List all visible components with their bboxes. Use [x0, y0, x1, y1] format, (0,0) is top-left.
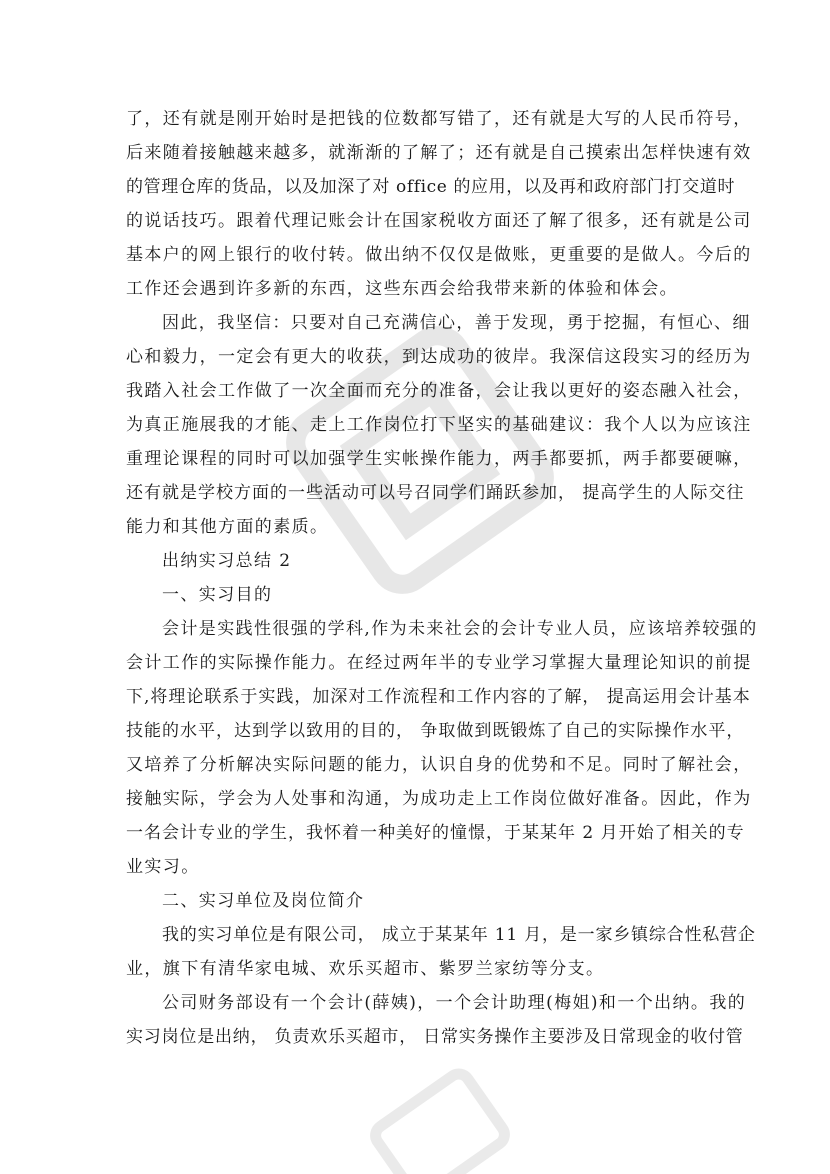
text-line: 基本户的网上银行的收付转。做出纳不仅仅是做账，更重要的是做人。今后的 [126, 245, 752, 265]
text-line: 实习岗位是出纳， 负责欢乐买超市， 日常实务操作主要涉及日常现金的收付管 [126, 1027, 744, 1047]
text-line: 心和毅力，一定会有更大的收获，到达成功的彼岸。我深信这段实习的经历为 [126, 347, 752, 367]
document-body [126, 102, 758, 1054]
text-line: 公司财务部设有一个会计(薛姨)，一个会计助理(梅姐)和一个出纳。我的 [162, 993, 747, 1013]
paragraph [126, 918, 756, 986]
text-line: 技能的水平，达到学以致用的目的， 争取做到既锻炼了自己的实际操作水平， [126, 721, 745, 741]
text-line: 的说话技巧。跟着代理记账会计在国家税收方面还了解了很多，还有就是公司 [126, 211, 752, 231]
text-line: 业，旗下有清华家电城、欢乐买超市、紫罗兰家纺等分支。 [126, 959, 605, 979]
text-line: 重理论课程的同时可以加强学生实帐操作能力，两手都要抓，两手都要硬嘛， [126, 449, 752, 469]
section-title [126, 544, 706, 578]
paragraph [126, 306, 752, 544]
text-line: 会计工作的实际操作能力。在经过两年半的专业学习掌握大量理论知识的前提 [126, 653, 752, 673]
text-line: 我的实习单位是有限公司， 成立于某某年 11 月，是一家乡镇综合性私营企 [162, 925, 756, 945]
text-line: 后来随着接触越来越多，就渐渐的了解了；还有就是自己摸索出怎样快速有效 [126, 143, 752, 163]
text-line: 了，还有就是刚开始时是把钱的位数都写错了，还有就是大写的人民币符号， [126, 109, 752, 129]
text-line: 接触实际，学会为人处事和沟通，为成功走上工作岗位做好准备。因此，作为 [126, 789, 752, 809]
paragraph [126, 986, 747, 1054]
text-line: 会计是实践性很强的学科,作为未来社会的会计专业人员，应该培养较强的 [162, 619, 758, 639]
text-line: 一名会计专业的学生，我怀着一种美好的憧憬，于某某年 2 月开始了相关的专 [126, 823, 745, 843]
text-line: 的管理仓库的货品，以及加深了对 office 的应用，以及再和政府部门打交道时 [126, 177, 736, 197]
text-line: 业实习。 [126, 857, 200, 877]
text-line: 为真正施展我的才能、走上工作岗位打下坚实的基础建议：我个人以为应该注 [126, 415, 752, 435]
text-line: 又培养了分析解决实际问题的能力，认识自身的优势和不足。同时了解社会， [126, 755, 752, 775]
text-line: 出纳实习总结 2 [162, 551, 292, 571]
text-line: 能力和其他方面的素质。 [126, 517, 329, 537]
text-line: 因此，我坚信：只要对自己充满信心，善于发现，勇于挖掘，有恒心、细 [162, 313, 751, 333]
text-line: 还有就是学校方面的一些活动可以号召同学们踊跃参加， 提高学生的人际交往 [126, 483, 745, 503]
paragraph [126, 102, 752, 306]
text-line: 一、实习目的 [162, 585, 273, 605]
section-heading [126, 884, 706, 918]
paragraph [126, 612, 758, 884]
text-line: 下,将理论联系于实践，加深对工作流程和工作内容的了解， 提高运用会计基本 [126, 687, 751, 707]
text-line: 工作还会遇到许多新的东西，这些东西会给我带来新的体验和体会。 [126, 279, 678, 299]
text-line: 二、实习单位及岗位简介 [162, 891, 365, 911]
watermark-logo-icon [351, 1050, 529, 1174]
section-heading [126, 578, 706, 612]
text-line: 我踏入社会工作做了一次全面而充分的准备，会让我以更好的姿态融入社会， [126, 381, 752, 401]
